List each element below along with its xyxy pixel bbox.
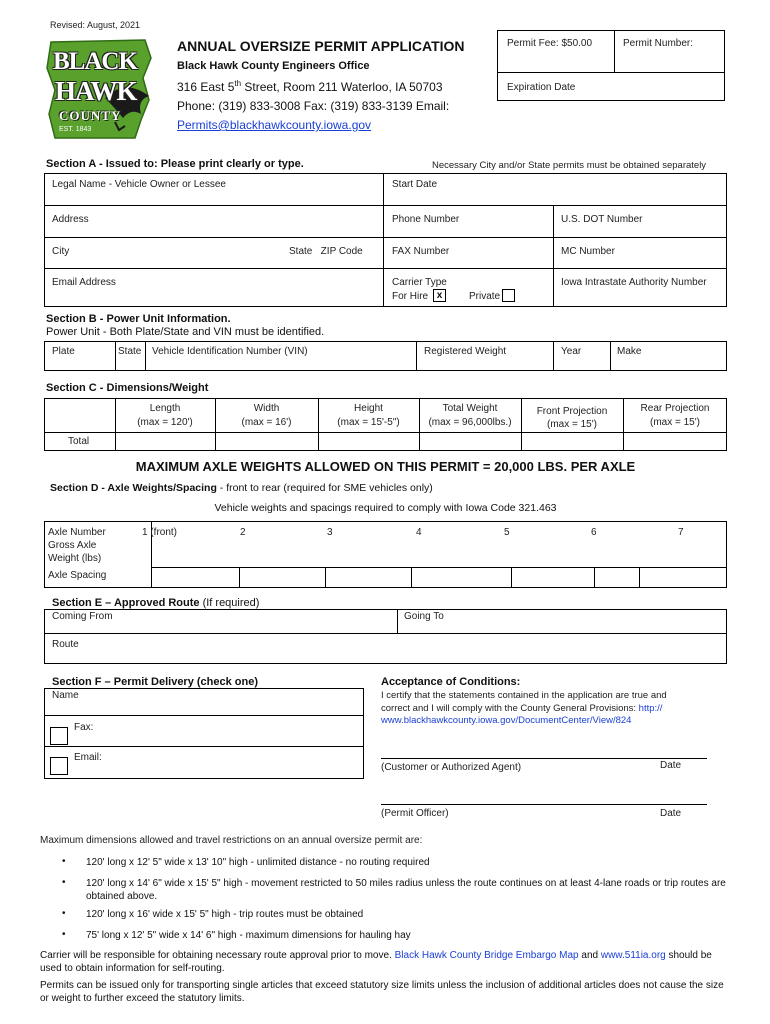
section-d-note: Vehicle weights and spacings required to comply with Iowa Code 321.463: [214, 502, 557, 514]
section-b-subtitle: Power Unit - Both Plate/State and VIN must be identified.: [46, 326, 325, 338]
year-field[interactable]: Year: [561, 346, 582, 357]
rear-projection-label: Rear Projection: [640, 403, 710, 414]
rear-projection-max: (max = 15'): [650, 417, 700, 428]
fax-delivery-checkbox[interactable]: [50, 727, 68, 745]
coming-from-field[interactable]: Coming From: [52, 611, 113, 622]
for-hire-checkbox[interactable]: [433, 289, 446, 302]
section-e-title-rest: (If required): [199, 597, 260, 609]
officer-date-field[interactable]: Date: [660, 808, 682, 819]
acceptance-text-1: I certify that the statements contained in the application are true and: [381, 690, 667, 701]
form-title: ANNUAL OVERSIZE PERMIT APPLICATION: [177, 38, 465, 54]
section-d-title-rest: - front to rear (required for SME vehicles only): [216, 482, 433, 494]
bullet-icon: •: [62, 929, 66, 940]
city-field[interactable]: City: [52, 246, 70, 257]
axle-2-field[interactable]: 2: [240, 527, 246, 538]
permit-number-field[interactable]: Permit Number:: [623, 38, 694, 49]
bullet-icon: •: [62, 908, 66, 919]
mc-number-field[interactable]: MC Number: [561, 246, 615, 257]
height-max: (max = 15'-5"): [337, 417, 400, 428]
plate-field[interactable]: Plate: [52, 346, 75, 357]
axle-6-field[interactable]: 6: [591, 527, 597, 538]
legal-name-field[interactable]: Legal Name - Vehicle Owner or Lessee: [52, 179, 226, 190]
511ia-link[interactable]: www.511ia.org: [600, 950, 666, 961]
gross-axle-label: Gross Axle: [48, 540, 97, 551]
total-row-label: Total: [68, 436, 90, 447]
carrier-note-text: Carrier will be responsible for obtaining necessary route approval prior to move.: [40, 950, 395, 961]
revised-date: Revised: August, 2021: [50, 20, 141, 30]
route-field[interactable]: Route: [52, 639, 79, 650]
expiration-date-field[interactable]: Expiration Date: [507, 82, 576, 93]
section-f-title: Section F – Permit Delivery (check one): [52, 676, 259, 688]
width-max: (max = 16'): [241, 417, 292, 428]
acceptance-title: Acceptance of Conditions:: [381, 676, 521, 688]
make-field[interactable]: Make: [617, 346, 642, 357]
logo-est: EST. 1843: [59, 126, 92, 133]
delivery-name-field[interactable]: Name: [52, 690, 79, 701]
section-e-heading: [52, 597, 259, 609]
private-checkbox[interactable]: [502, 289, 515, 302]
private-label: Private: [469, 291, 501, 302]
acceptance-text-2-body: correct and I will comply with the County General Provisions:: [381, 703, 637, 714]
email-delivery-label: Email:: [74, 752, 102, 763]
restriction-3: 120' long x 16' wide x 15' 5" high - trip routes must be obtained: [86, 909, 364, 920]
office-name: Black Hawk County Engineers Office: [177, 60, 370, 72]
for-hire-label: For Hire: [392, 291, 429, 302]
total-row-inputs[interactable]: [116, 433, 726, 450]
bullet-icon: •: [62, 877, 66, 888]
axle-7-field[interactable]: 7: [678, 527, 684, 538]
registered-weight-field[interactable]: Registered Weight: [424, 346, 507, 357]
section-b-title: Section B - Power Unit Information.: [46, 313, 231, 325]
axle-1-field[interactable]: 1 (front): [142, 527, 178, 538]
section-c-title: Section C - Dimensions/Weight: [46, 382, 209, 394]
front-projection-max: (max = 15'): [547, 419, 597, 430]
section-d-heading: [50, 482, 433, 494]
logo-line-2: HAWK: [55, 76, 137, 106]
address-part: 316 East 5: [177, 80, 235, 94]
provisions-link-part-1[interactable]: http://: [638, 703, 663, 714]
height-label: Height: [354, 403, 383, 414]
iowa-authority-field[interactable]: Iowa Intrastate Authority Number: [561, 277, 707, 288]
total-weight-max: (max = 96,000lbs.): [428, 417, 512, 428]
axle-number-label: Axle Number: [48, 527, 106, 538]
section-a-note: Necessary City and/or State permits must be obtained separately: [432, 160, 707, 171]
restriction-4: 75' long x 12' 5" wide x 14' 6" high - maximum dimensions for hauling hay: [86, 930, 411, 941]
county-logo: [45, 38, 157, 142]
total-weight-label: Total Weight: [442, 403, 498, 414]
vin-field[interactable]: Vehicle Identification Number (VIN): [152, 346, 308, 357]
permit-fee: Permit Fee: $50.00: [507, 38, 593, 49]
provisions-link[interactable]: www.blackhawkcounty.iowa.gov/DocumentCenter/View/824: [381, 715, 632, 726]
width-label: Width: [253, 403, 280, 414]
carrier-note: [40, 949, 732, 975]
carrier-type-label: Carrier Type: [392, 277, 447, 288]
length-label: Length: [149, 403, 181, 414]
officer-signature-field[interactable]: (Permit Officer): [381, 808, 449, 819]
section-a-title: Section A - Issued to: Please print clearly or type.: [46, 158, 304, 170]
address-field[interactable]: Address: [52, 214, 89, 225]
carrier-note-and: and: [578, 950, 601, 961]
axle-weight-label: Weight (lbs): [48, 553, 102, 564]
check-mark-icon: x: [436, 290, 443, 301]
acceptance-text-2: [381, 703, 662, 714]
state-zip-field[interactable]: State ZIP Code: [289, 246, 363, 257]
fax-field[interactable]: FAX Number: [392, 246, 450, 257]
axle-3-field[interactable]: 3: [327, 527, 333, 538]
dot-number-field[interactable]: U.S. DOT Number: [561, 214, 643, 225]
email-delivery-checkbox[interactable]: [50, 757, 68, 775]
axle-5-field[interactable]: 5: [504, 527, 510, 538]
customer-signature-field[interactable]: (Customer or Authorized Agent): [381, 762, 522, 773]
office-email-link[interactable]: Permits@blackhawkcounty.iowa.gov: [177, 118, 372, 132]
front-projection-label: Front Projection: [536, 406, 608, 417]
axle-4-field[interactable]: 4: [416, 527, 422, 538]
section-e-title: Section E – Approved Route: [52, 597, 200, 609]
max-axle-banner: MAXIMUM AXLE WEIGHTS ALLOWED ON THIS PERMIT = 20,000 LBS. PER AXLE: [135, 459, 636, 474]
restriction-1: 120' long x 12' 5" wide x 13' 10" high - unlimited distance - no routing required: [86, 857, 430, 868]
carrier-note-end: should be used to obtain information for self-routing.: [40, 950, 712, 974]
email-field[interactable]: Email Address: [52, 277, 116, 288]
address-sup: th: [234, 79, 242, 88]
office-phone: Phone: (319) 833-3008 Fax: (319) 833-3139 Email:: [177, 99, 450, 113]
bullet-icon: •: [62, 856, 66, 867]
address-part-2: Street, Room 211 Waterloo, IA 50703: [241, 80, 443, 94]
permits-note: Permits can be issued only for transporting single articles that exceed statutory size limits unless the inclusion of additional articles does not cause the size or weight to further exceed the statutory limits.: [40, 980, 724, 1004]
going-to-field[interactable]: Going To: [404, 611, 444, 622]
phone-field[interactable]: Phone Number: [392, 214, 460, 225]
customer-date-field[interactable]: Date: [660, 760, 682, 771]
footer-intro: Maximum dimensions allowed and travel restrictions on an annual oversize permit are:: [40, 835, 423, 846]
logo-line-1: BLACK: [53, 48, 137, 75]
embargo-map-link[interactable]: Black Hawk County Bridge Embargo Map: [394, 950, 579, 961]
start-date-field[interactable]: Start Date: [392, 179, 438, 190]
length-max: (max = 120'): [137, 417, 193, 428]
section-d-title: Section D - Axle Weights/Spacing: [50, 482, 217, 494]
state-field[interactable]: State: [118, 346, 142, 357]
logo-line-3: COUNTY: [59, 108, 122, 123]
fax-delivery-label: Fax:: [74, 722, 94, 733]
axle-spacing-label: Axle Spacing: [48, 570, 107, 581]
restriction-2: 120' long x 14' 6" wide x 15' 5" high - movement restricted to 50 miles radius unless the route continues on at least 4-lane roads or trip routes are obtained above.: [86, 878, 726, 902]
office-address: [177, 79, 443, 94]
